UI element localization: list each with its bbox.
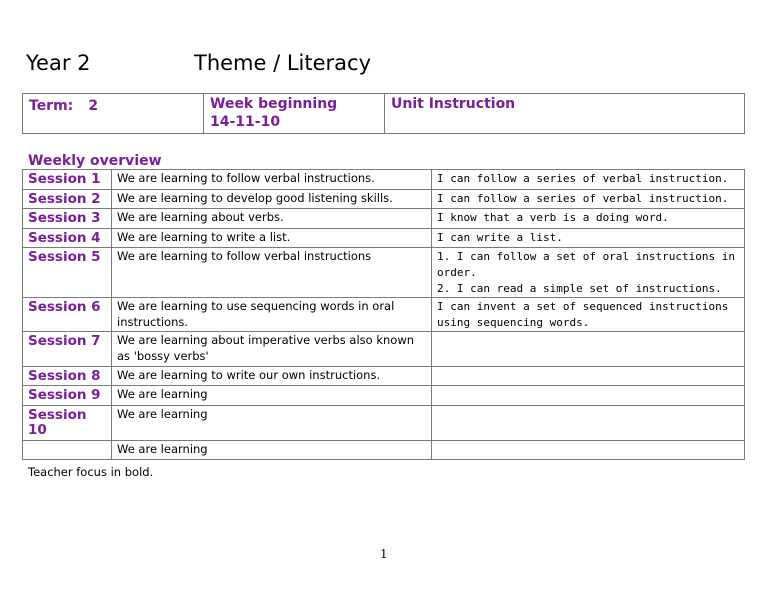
session-row: [23, 386, 745, 406]
success-criteria: [432, 366, 745, 386]
sessions-body: [23, 170, 745, 460]
theme-title: Theme / Literacy: [194, 51, 372, 75]
term-cell: [23, 94, 204, 134]
unit-cell: [385, 94, 745, 134]
session-label: Session 1: [23, 170, 112, 190]
learning-objective: We are learning to write our own instructions.: [112, 366, 432, 386]
success-criteria: [432, 440, 745, 459]
teacher-focus-note: Teacher focus in bold.: [28, 465, 154, 479]
session-row: [23, 228, 745, 248]
success-criteria: I can write a list.: [432, 228, 745, 248]
success-criteria: I can invent a set of sequenced instructions using sequencing words.: [432, 298, 745, 332]
session-label: Session 8: [23, 366, 112, 386]
info-row: [23, 94, 745, 134]
success-criteria: [432, 386, 745, 406]
learning-objective: We are learning about imperative verbs also known as 'bossy verbs': [112, 332, 432, 366]
week-label: Week beginning: [210, 96, 338, 112]
session-row: [23, 209, 745, 229]
learning-objective: We are learning to use sequencing words in oral instructions.: [112, 298, 432, 332]
success-criteria: I know that a verb is a doing word.: [432, 209, 745, 229]
unit-title: Unit Instruction: [391, 96, 516, 112]
success-criteria: 1. I can follow a set of oral instructions in order. 2. I can read a simple set of instructions.: [432, 248, 745, 298]
term-value: 2: [88, 98, 99, 114]
learning-objective: We are learning: [112, 440, 432, 459]
learning-objective: We are learning: [112, 386, 432, 406]
success-criteria: [432, 332, 745, 366]
session-row: [23, 189, 745, 209]
session-row: [23, 440, 745, 459]
info-table: [22, 93, 745, 134]
week-cell: [204, 94, 385, 134]
learning-objective: We are learning about verbs.: [112, 209, 432, 229]
learning-objective: We are learning to develop good listening skills.: [112, 189, 432, 209]
success-criteria: I can follow a series of verbal instruction.: [432, 189, 745, 209]
session-row: [23, 332, 745, 366]
learning-objective: We are learning to follow verbal instructions.: [112, 170, 432, 190]
session-row: [23, 170, 745, 190]
learning-objective: We are learning to follow verbal instructions: [112, 248, 432, 298]
session-label: Session 6: [23, 298, 112, 332]
weekly-overview-heading: Weekly overview: [28, 153, 162, 169]
session-label: [23, 440, 112, 459]
success-criteria: I can follow a series of verbal instruction.: [432, 170, 745, 190]
year-title: Year 2: [26, 51, 91, 75]
session-row: [23, 366, 745, 386]
learning-objective: We are learning to write a list.: [112, 228, 432, 248]
page-number: 1: [380, 547, 388, 561]
session-row: [23, 405, 745, 440]
term-label: Term:: [29, 98, 74, 114]
week-value: 14-11-10: [210, 114, 281, 130]
session-label: Session 9: [23, 386, 112, 406]
session-label: Session 2: [23, 189, 112, 209]
session-label: Session 10: [23, 405, 112, 440]
success-criteria: [432, 405, 745, 440]
session-row: [23, 298, 745, 332]
session-label: Session 5: [23, 248, 112, 298]
sessions-table: [22, 169, 745, 460]
learning-objective: We are learning: [112, 405, 432, 440]
session-row: [23, 248, 745, 298]
session-label: Session 3: [23, 209, 112, 229]
session-label: Session 4: [23, 228, 112, 248]
session-label: Session 7: [23, 332, 112, 366]
